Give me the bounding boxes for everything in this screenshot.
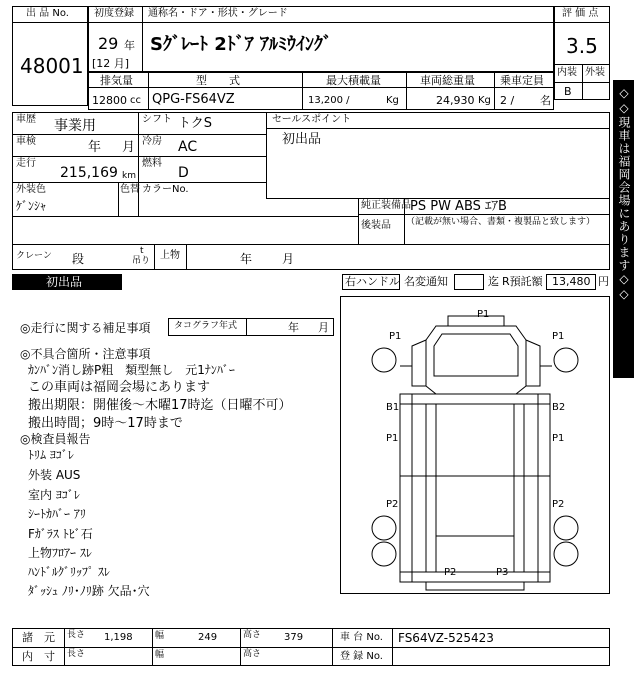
mark-rear-right: P3 <box>496 567 509 578</box>
mark-right-mid: P1 <box>552 433 565 444</box>
displacement-label: 排気量 <box>100 74 133 87</box>
mark-left-b: B1 <box>386 402 400 413</box>
defect-line-3: 搬出期限：開催後～木曜17時迄（日曜不可） <box>28 398 292 413</box>
r-deposit-unit: 円 <box>598 275 609 288</box>
inner-width-label: 幅 <box>155 650 165 660</box>
name-change-box <box>454 274 484 290</box>
defect-line-2: この車両は福岡会場にあります <box>28 380 211 395</box>
mark-front-right: P1 <box>552 331 565 342</box>
tacho-month: 月 <box>318 321 329 334</box>
color-value: ｹﾞﾝｼｬ <box>16 199 47 213</box>
lot-number: 48001 <box>20 54 84 78</box>
max-load-label: 最大積載量 <box>326 74 381 87</box>
color-code-label: カラーNo. <box>142 184 189 195</box>
history-label: 車歴 <box>16 114 36 125</box>
tacho-label: タコグラフ年式 <box>174 321 238 331</box>
driving-notes-label: ◎走行に関する補足事項 <box>20 321 151 335</box>
length-label: 長さ <box>67 630 86 640</box>
inspector-label: ◎検査員報告 <box>20 432 91 446</box>
mark-right-b: B2 <box>552 402 566 413</box>
upper-label: 上物 <box>160 250 180 261</box>
mark-front-left: P1 <box>389 331 402 342</box>
inspector-line-7: ﾊﾝﾄﾞﾙｸﾞﾘｯﾌﾟ ｽﾚ <box>28 565 110 579</box>
inspector-line-5: Fｶﾞﾗｽ ﾄﾋﾞ石 <box>28 527 93 541</box>
registration-year-unit: 年 <box>124 39 135 52</box>
mark-left-mid: P1 <box>386 433 399 444</box>
r-deposit-value: 13,480 <box>552 275 591 288</box>
mileage-value: 215,169 <box>60 165 118 181</box>
gross-weight-unit: Kg <box>478 95 491 106</box>
registration-no-label: 登 録 No. <box>340 651 383 662</box>
registration-month: [12 月] <box>92 57 130 70</box>
sales-point-text: 初出品 <box>282 132 322 147</box>
shift-label: シフト <box>142 114 172 125</box>
fuel-label: 燃料 <box>142 158 162 169</box>
max-load-value: 13,200 / <box>308 95 350 106</box>
history-value: 事業用 <box>54 118 96 134</box>
upper-month: 月 <box>282 252 295 266</box>
color-change-label: 色替 <box>120 184 140 195</box>
width-value: 249 <box>198 632 218 643</box>
interior-grade-label: 内装 <box>557 67 577 78</box>
inner-height-label: 高さ <box>243 649 262 659</box>
chassis-label: 車 台 No. <box>340 632 383 643</box>
length-value: 1,198 <box>104 632 133 643</box>
capacity-label: 乗車定員 <box>500 74 544 87</box>
defects-label: ◎不具合箇所・注意事項 <box>20 347 151 361</box>
max-load-unit: Kg <box>386 95 399 106</box>
gross-weight-value: 24,930 <box>436 94 475 107</box>
upper-year: 年 <box>240 252 253 266</box>
model-code: QPG-FS64VZ <box>152 92 235 107</box>
cooling-label: 冷房 <box>142 136 162 147</box>
capacity-unit: 名 <box>540 94 551 107</box>
inner-length-label: 長さ <box>67 649 86 659</box>
chassis-number: FS64VZ-525423 <box>398 631 494 645</box>
r-deposit-label: R預託額 <box>502 275 543 288</box>
first-listing-banner: 初出品 <box>46 275 83 289</box>
inner-dimensions-label: 内 寸 <box>22 650 55 663</box>
mileage-unit: km <box>122 171 136 181</box>
mark-cab-roof: P1 <box>477 309 490 320</box>
lot-label: 出 品 No. <box>26 8 69 19</box>
inspector-line-6: 上物ﾌﾛｱｰ ｽﾚ <box>28 546 92 560</box>
mileage-label: 走行 <box>16 158 36 169</box>
inspection-month: 月 <box>122 140 136 155</box>
inspector-line-3: 室内 ﾖｺﾞﾚ <box>28 488 80 502</box>
registration-year: 29 <box>98 34 119 53</box>
crane-lift: 吊り <box>132 256 151 266</box>
displacement-unit: cc <box>130 95 141 106</box>
score-value: 3.5 <box>566 34 598 58</box>
sales-point-label: セールスポイント <box>272 114 352 125</box>
color-label: 外装色 <box>16 184 46 195</box>
car-name-label: 通称名・ドア・形状・グレード <box>148 8 288 19</box>
truck-diagram <box>340 296 610 594</box>
aftermarket-note: （記載が無い場合、書類・複製品と致します） <box>406 217 596 227</box>
capacity-value: 2 / <box>500 94 515 107</box>
crane-ton: t <box>140 246 144 256</box>
side-note: ◇◇現車は福岡会場にあります◇◇ <box>617 86 631 302</box>
defect-line-1: ｶﾝﾊﾞﾝ消し跡P粗 類型無し 元1ﾅﾝﾊﾞｰ <box>28 363 235 377</box>
inspector-line-8: ﾀﾞｯｼｭ ﾉﾘ･ﾉﾘ跡 欠品･穴 <box>28 584 150 598</box>
height-label: 高さ <box>243 630 262 640</box>
gross-weight-label: 車両総重量 <box>420 74 475 87</box>
width-label: 幅 <box>155 631 165 641</box>
fuel-value: D <box>178 165 189 181</box>
crane-stage: 段 <box>72 252 85 266</box>
shift-value: トクS <box>178 116 212 131</box>
car-name: Sｸﾞﾚｰﾄ 2ﾄﾞｱ ｱﾙﾐｳｲﾝｸﾞ <box>150 34 333 55</box>
first-registration-label: 初度登録 <box>94 8 134 19</box>
name-change-label: 名変通知 <box>404 275 448 288</box>
deadline-label: 迄 <box>488 275 499 288</box>
displacement-value: 12800 <box>92 94 127 107</box>
mark-rear-left: P2 <box>444 567 457 578</box>
inspector-line-2: 外装 AUS <box>28 468 81 482</box>
inspector-line-4: ｼｰﾄｶﾊﾞｰ ｱﾘ <box>28 507 86 521</box>
inspection-year: 年 <box>88 140 102 155</box>
defect-line-4: 搬出時間；9時～17時まで <box>28 416 183 431</box>
model-label: 型 式 <box>196 74 240 87</box>
aftermarket-label: 後装品 <box>361 220 391 231</box>
dimensions-label: 諸 元 <box>22 631 55 644</box>
height-value: 379 <box>284 632 304 643</box>
cooling-value: AC <box>178 139 198 155</box>
mark-right-rear: P2 <box>552 499 565 510</box>
tacho-year: 年 <box>288 321 299 334</box>
crane-label: クレーン <box>16 251 52 261</box>
mark-left-rear: P2 <box>386 499 399 510</box>
interior-grade: B <box>564 85 572 98</box>
inspector-line-1: ﾄﾘﾑ ﾖｺﾞﾚ <box>28 448 74 462</box>
exterior-grade-label: 外装 <box>585 67 605 78</box>
right-handle: 右ハンドル <box>345 275 400 288</box>
score-label: 評 価 点 <box>562 8 599 19</box>
inspection-label: 車検 <box>16 136 36 147</box>
equipment-value: PS PW ABS ｴｱB <box>410 199 507 214</box>
equipment-label: 純正装備品 <box>361 200 411 211</box>
